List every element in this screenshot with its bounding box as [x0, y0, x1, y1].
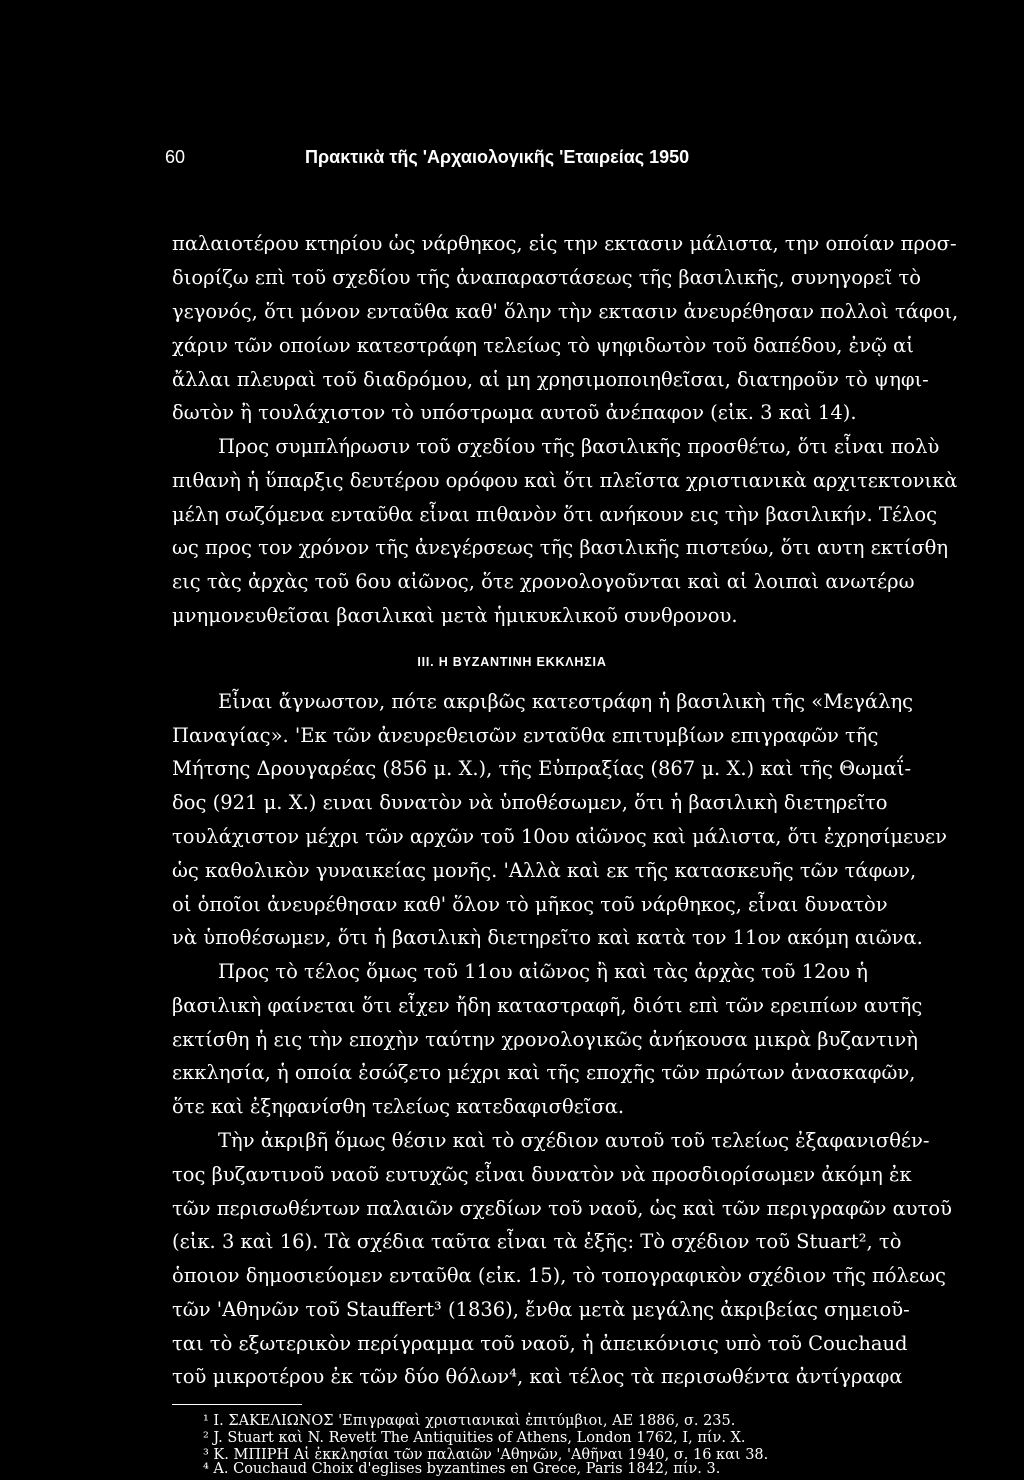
text-line: οἱ ὁποῖοι ἀνευρέθησαν καθ' ὅλον τὸ μῆκος τοῦ νάρθηκος, εἶναι δυνατὸν [172, 893, 888, 916]
text-line: τοῦ μικροτέρου ἐκ τῶν δύο θόλων⁴, καὶ τέλος τὰ περισωθέντα ἀντίγραφα [172, 1365, 903, 1388]
text-line: ἄλλαι πλευραὶ τοῦ διαδρόμου, αἱ μη χρησιμοποιηθεῖσαι, διατηροῦν τὸ ψηφι- [172, 368, 929, 391]
text-line: εκκλησία, ἡ οποία ἐσώζετο μέχρι καὶ τῆς εποχῆς τῶν πρώτων ἀνασκαφῶν, [172, 1061, 916, 1084]
text-line: εις τὰς ἀρχὰς τοῦ 6ου αἰῶνος, ὅτε χρονολογοῦνται καὶ αἱ λοιπαὶ ανωτέρω [172, 570, 915, 593]
text-line: ὡς καθολικὸν γυναικείας μονῆς. 'Αλλὰ καὶ εκ τῆς κατασκευῆς τῶν τάφων, [172, 859, 917, 882]
footnote: ⁴ A. Couchaud Choix d'eglises byzantines en Grece, Paris 1842, πίν. 3. [203, 1461, 721, 1477]
text-line: (εἰκ. 3 καὶ 16). Τὰ σχέδια ταῦτα εἶναι τὰ ἑξῆς: Τὸ σχέδιον τοῦ Stuart², τὸ [172, 1230, 902, 1253]
text-line: εκτίσθη ἡ εις τὴν εποχὴν ταύτην χρονολογικῶς ἀνήκουσα μικρὰ βυζαντινὴ [172, 1028, 918, 1051]
text-line: πιθανὴ ἡ ὕπαρξις δευτέρου ορόφου καὶ ὅτι πλεῖστα χριστιανικὰ αρχιτεκτονικὰ [172, 469, 958, 492]
text-line: δος (921 μ. Χ.) ειναι δυνατὸν νὰ ὑποθέσωμεν, ὅτι ἡ βασιλικὴ διετηρεῖτο [172, 791, 888, 814]
text-line: ὅτε καὶ ἐξηφανίσθη τελείως κατεδαφισθεῖσα. [172, 1095, 625, 1118]
section-heading: III. Η ΒΥΖΑΝΤΙΝΗ ΕΚΚΛΗΣΙΑ [417, 655, 607, 669]
text-line: τος βυζαντινοῦ ναοῦ ευτυχῶς εἶναι δυνατὸν νὰ προσδιορίσωμεν ἀκόμη ἐκ [172, 1163, 912, 1186]
text-line: ὁποιον δημοσιεύομεν ενταῦθα (εἰκ. 15), τὸ τοπογραφικὸν σχέδιον τῆς πόλεως [172, 1264, 946, 1287]
text-line: νὰ ὑποθέσωμεν, ὅτι ἡ βασιλικὴ διετηρεῖτο καὶ κατὰ τον 11ον ακόμη αιῶνα. [172, 926, 923, 949]
text-line: βασιλικὴ φαίνεται ὅτι εἶχεν ἤδη καταστραφῆ, διότι επὶ τῶν ερειπίων αυτῆς [172, 994, 923, 1017]
footnote: ¹ Ι. ΣΑΚΕΛΙΩΝΟΣ 'Επιγραφαὶ χριστιανικαὶ ἐπιτύμβιοι, ΑΕ 1886, σ. 235. [203, 1413, 736, 1429]
text-line: Προς τὸ τέλος ὅμως τοῦ 11ου αἰῶνος ἢ καὶ τὰς ἀρχὰς τοῦ 12ου ἡ [218, 960, 868, 983]
footnote-rule [172, 1404, 302, 1405]
footnote: ² J. Stuart καὶ N. Revett The Antiquities of Athens, London 1762, I, πίν. X. [203, 1430, 746, 1446]
text-line: τῶν περισωθέντων παλαιῶν σχεδίων τοῦ ναοῦ, ὡς καὶ τῶν περιγραφῶν αυτοῦ [172, 1197, 952, 1220]
running-title: Πρακτικὰ τῆς 'Αρχαιολογικῆς 'Εταιρείας 1950 [305, 147, 690, 167]
page-number: 60 [165, 147, 186, 167]
text-line: παλαιοτέρου κτηρίου ὡς νάρθηκος, εἰς την εκτασιν μάλιστα, την οποίαν προσ- [172, 232, 957, 255]
text-line: τῶν 'Αθηνῶν τοῦ Stauffert³ (1836), ἔνθα μετὰ μεγάλης ἀκριβείας σημειοῦ- [172, 1298, 910, 1321]
text-line: ως προς τον χρόνον τῆς ἀνεγέρσεως τῆς βασιλικῆς πιστεύω, ὅτι αυτη εκτίσθη [172, 536, 949, 559]
text-line: δωτὸν ἢ τουλάχιστον τὸ υπόστρωμα αυτοῦ ἀνέπαφον (εἰκ. 3 καὶ 14). [172, 401, 857, 424]
footnote: ³ Κ. ΜΠΙΡΗ Αἱ ἐκκλησίαι τῶν παλαιῶν 'Αθηνῶν, 'Αθῆναι 1940, σ. 16 και 38. [203, 1447, 769, 1463]
text-line: χάριν τῶν οποίων κατεστράφη τελείως τὸ ψηφιδωτὸν τοῦ δαπέδου, ἐνῷ αἱ [172, 334, 914, 357]
text-line: διορίζω επὶ τοῦ σχεδίου τῆς ἀναπαραστάσεως τῆς βασιλικῆς, συνηγορεῖ τὸ [172, 266, 921, 289]
text-line: τουλάχιστον μέχρι τῶν αρχῶν τοῦ 10ου αἰῶνος καὶ μάλιστα, ὅτι ἐχρησίμευεν [172, 825, 947, 848]
text-line: Μήτσης Δρουγαρέας (856 μ. Χ.), τῆς Εὐπραξίας (867 μ. Χ.) καὶ τῆς Θωμαΐ- [172, 757, 912, 780]
text-line: γεγονός, ὅτι μόνον ενταῦθα καθ' ὅλην τὴν εκτασιν ἀνευρέθησαν πολλοὶ τάφοι, [172, 300, 959, 323]
text-line: Τὴν ἀκριβῆ ὅμως θέσιν καὶ τὸ σχέδιον αυτοῦ τοῦ τελείως ἐξαφανισθέν- [218, 1129, 930, 1152]
text-line: μνημονευθεῖσαι βασιλικαὶ μετὰ ἡμικυκλικοῦ συνθρονου. [172, 604, 738, 627]
text-line: Εἶναι ἄγνωστον, πότε ακριβῶς κατεστράφη ἡ βασιλικὴ τῆς «Μεγάλης [218, 690, 914, 713]
text-line: ται τὸ εξωτερικὸν περίγραμμα τοῦ ναοῦ, ἡ ἀπεικόνισις υπὸ τοῦ Couchaud [172, 1332, 908, 1355]
text-line: μέλη σωζόμενα ενταῦθα εἶναι πιθανὸν ὅτι ανήκουν εις τὴν βασιλικήν. Τέλος [172, 503, 937, 526]
text-line: Προς συμπλήρωσιν τοῦ σχεδίου τῆς βασιλικῆς προσθέτω, ὅτι εἶναι πολὺ [218, 435, 940, 458]
text-line: Παναγίας». 'Εκ τῶν ἀνευρεθεισῶν ενταῦθα επιτυμβίων επιγραφῶν τῆς [172, 724, 879, 747]
page-header [165, 147, 865, 177]
